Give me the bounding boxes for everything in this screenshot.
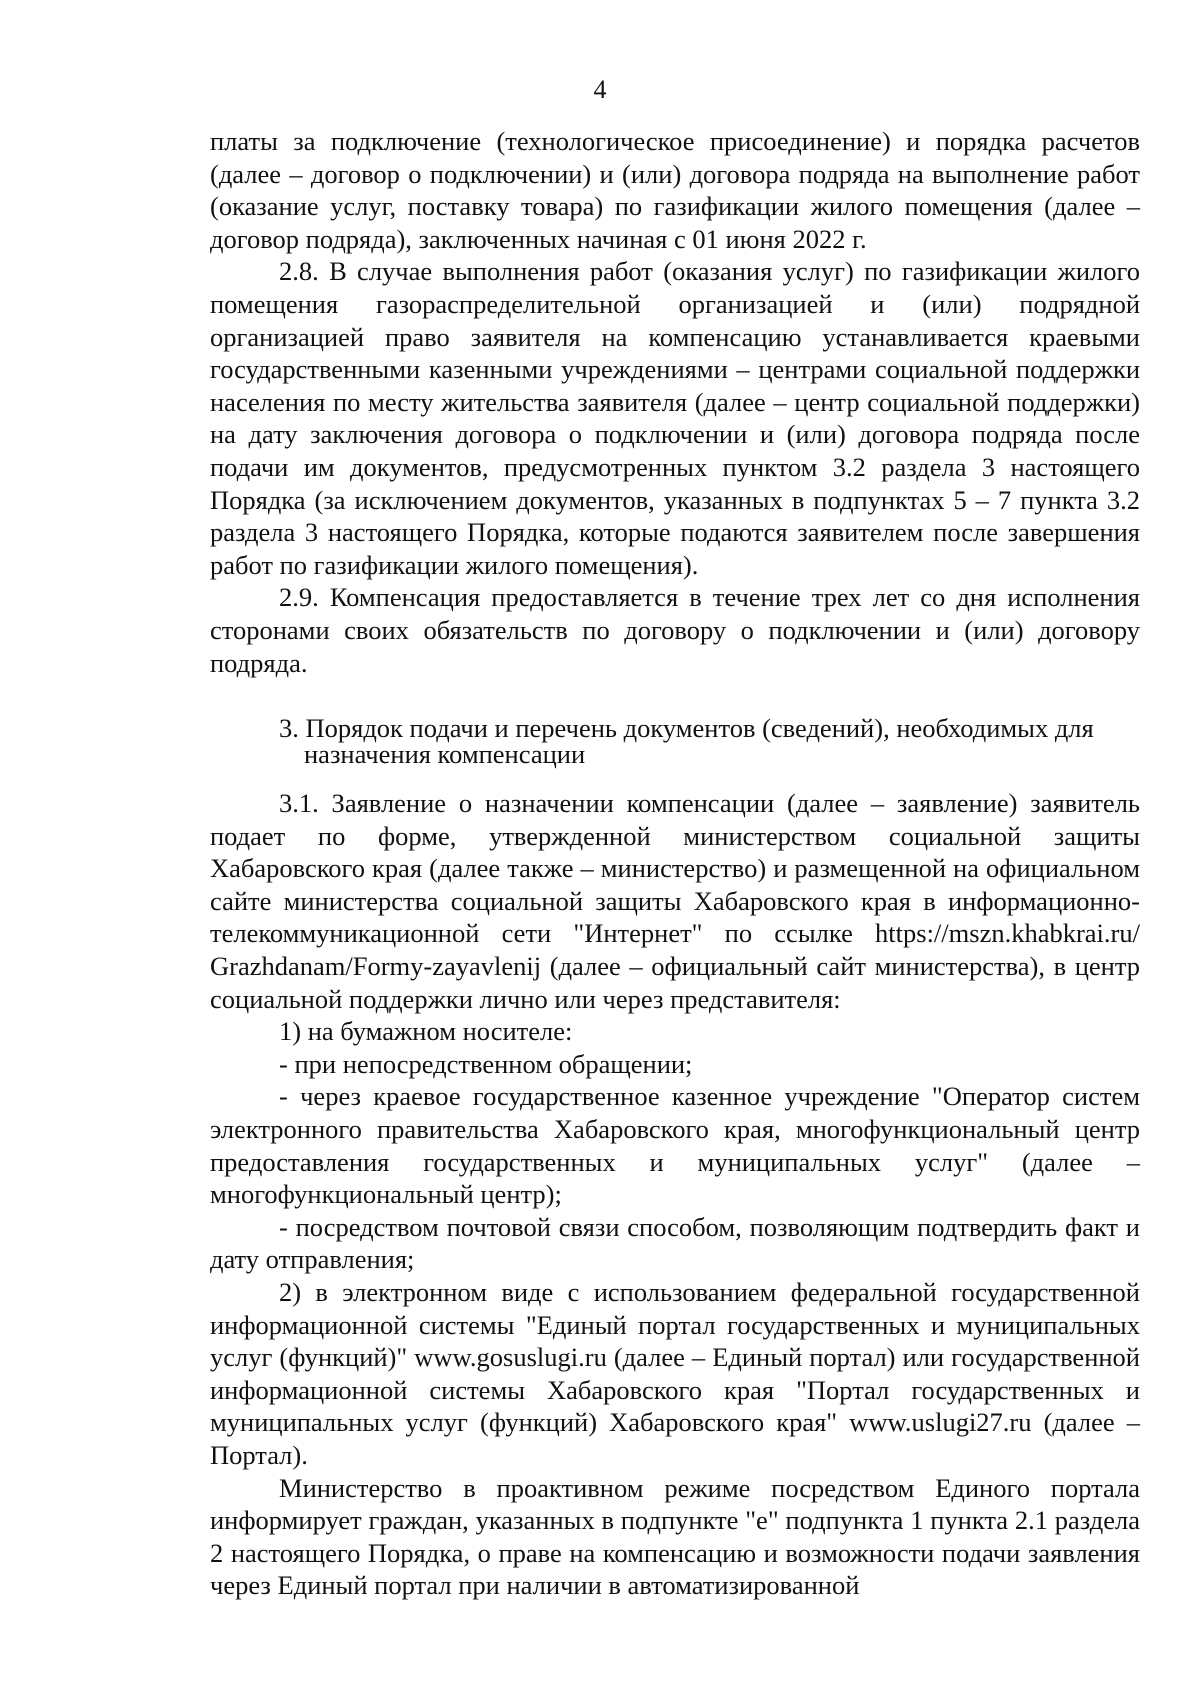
section-3-heading bbox=[210, 713, 1140, 770]
list-item-electronic: 2) в электронном виде с использованием федеральной государственной информационной системы "Единый портал государственных и муниципальных услуг (функций)" www.gosuslugi.ru (далее – Единый портал) или государственной информационной системы Хабаровского края "Портал государственных и муниципальных услуг (функций) Хабаровского края" www.uslugi27.ru (далее – Портал). bbox=[210, 1277, 1140, 1470]
section-3-heading-line1: 3. Порядок подачи и перечень документов (сведений), необходимых для bbox=[279, 713, 1094, 744]
paragraph-2-8: 2.8. В случае выполнения работ (оказания услуг) по газификации жилого помещения газораспределительной организацией и (или) подрядной организацией право заявителя на компенсацию устанавливается краевыми государственными казенными учреждениями – центрами социальной поддержки населения по месту жительства заявителя (далее – центр социальной поддержки) на дату заключения договора о подключении и (или) договора подряда после подачи им документов, предусмотренных пунктом 3.2 раздела 3 настоящего Порядка (за исключением документов, указанных в подпунктах 5 – 7 пункта 3.2 раздела 3 настоящего Порядка, которые подаются заявителем после завершения работ по газификации жилого помещения). bbox=[210, 256, 1140, 580]
list-item-paper: 1) на бумажном носителе: bbox=[279, 1016, 573, 1047]
paragraph-3-1: 3.1. Заявление о назначении компенсации (далее – заявление) заявитель подает по форме, утвержденной министерством социальной защиты Хабаровского края (далее также – министерство) и размещенной на официальном сайте министерства социальной защиты Хабаровского края в информационно-телекоммуникационной сети "Интернет" по ссылке https://mszn.khabkrai.ru/ Grazhdanam/Formy-zayavlenij (далее – официальный сайт министерства), в центр социальной поддержки лично или через представителя: bbox=[210, 788, 1140, 1014]
list-item-direct: - при непосредственном обращении; bbox=[279, 1048, 693, 1079]
section-3-heading-line2: назначения компенсации bbox=[304, 739, 586, 770]
paragraph-2-9: 2.9. Компенсация предоставляется в течение трех лет со дня исполнения сторонами своих обязательств по договору о подключении и (или) договору подряда. bbox=[210, 582, 1140, 678]
list-item-post: - посредством почтовой связи способом, позволяющим подтвердить факт и дату отправления; bbox=[210, 1211, 1140, 1275]
document-body bbox=[210, 125, 1140, 1602]
list-item-mfc: - через краевое государственное казенное учреждение "Оператор систем электронного правительства Хабаровского края, многофункциональный центр предоставления государственных и муниципальных услуг" (далее – многофункциональный центр); bbox=[210, 1081, 1140, 1210]
paragraph-continuation: платы за подключение (технологическое присоединение) и порядка расчетов (далее – договор о подключении) и (или) договора подряда на выполнение работ (оказание услуг, поставку товара) по газификации жилого помещения (далее – договор подряда), заключенных начиная с 01 июня 2022 г. bbox=[210, 126, 1140, 254]
paragraph-ministry-proactive: Министерство в проактивном режиме посредством Единого портала информирует граждан, указанных в подпункте "е" подпункта 1 пункта 2.1 раздела 2 настоящего Порядка, о праве на компенсацию и возможности подачи заявления через Единый портал при наличии в автоматизированной bbox=[210, 1472, 1140, 1601]
page-number: 4 bbox=[593, 75, 607, 104]
